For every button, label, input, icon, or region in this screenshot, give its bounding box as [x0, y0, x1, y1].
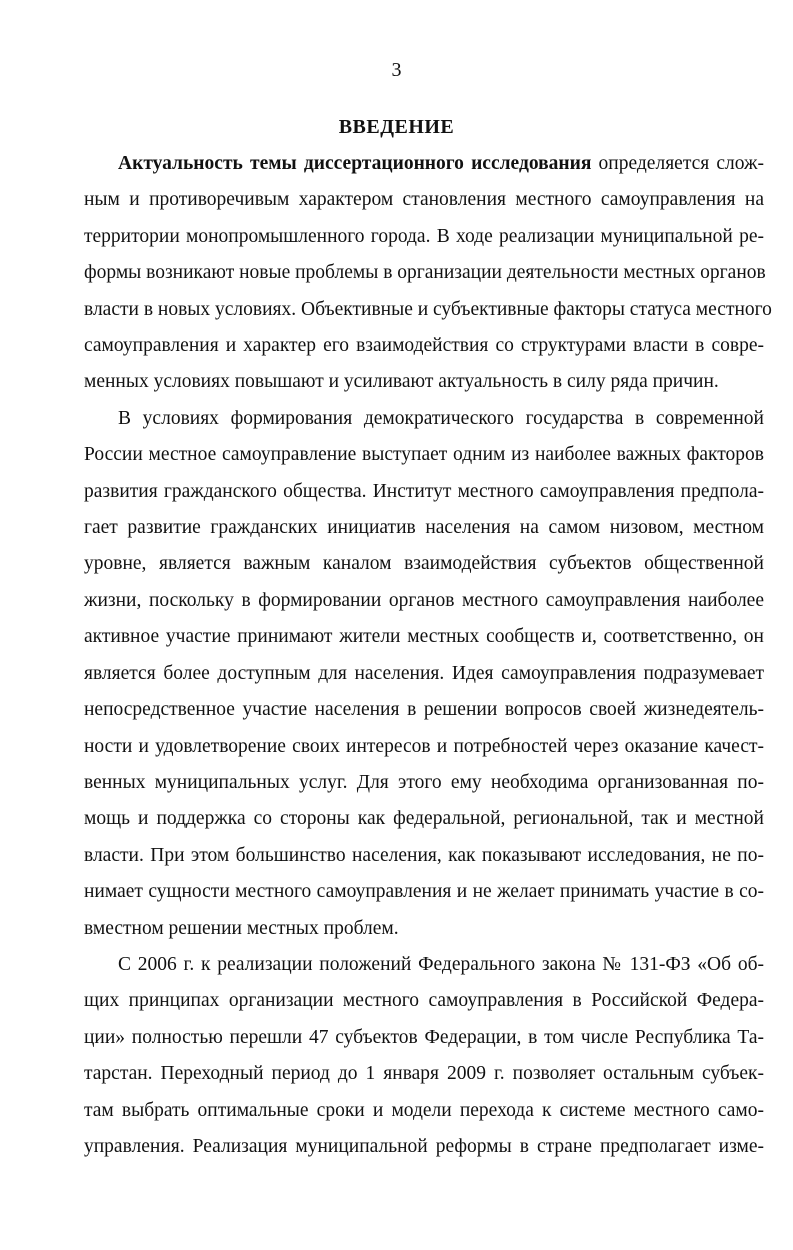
text-line: В условиях формирования демократического государства в современной: [118, 407, 764, 429]
text-line: России местное самоуправление выступает одним из наиболее важных факторов: [84, 444, 764, 466]
text-line: мощь и поддержка со стороны как федеральной, региональной, так и местной: [84, 808, 764, 830]
paragraph-1: [84, 146, 772, 401]
text-line: венных муниципальных услуг. Для этого ему необходима организованная по-: [84, 771, 764, 793]
lead-phrase: Актуальность темы диссертационного исследования: [118, 153, 592, 174]
text-line: там выбрать оптимальные сроки и модели перехода к системе местного само-: [84, 1099, 764, 1121]
text-line: управления. Реализация муниципальной реформы в стране предполагает изме-: [84, 1135, 764, 1157]
text-line: жизни, поскольку в формировании органов местного самоуправления наиболее: [84, 589, 764, 611]
text-line: вместном решении местных проблем.: [84, 917, 399, 939]
page-number: 3: [391, 59, 402, 81]
text-line: самоуправления и характер его взаимодействия со структурами власти в совре-: [84, 335, 764, 357]
text-line: гает развитие гражданских инициатив населения на самом низовом, местном: [84, 517, 764, 539]
text-line: тарстан. Переходный период до 1 января 2009 г. позволяет остальным субъек-: [84, 1063, 764, 1085]
text-line: ции» полностью перешли 47 субъектов Федерации, в том числе Республика Та-: [84, 1026, 764, 1048]
text-line: является более доступным для населения. Идея самоуправления подразумевает: [84, 662, 764, 684]
paragraph-2: [84, 401, 764, 947]
section-heading: ВВЕДЕНИЕ: [338, 116, 455, 138]
text-line: ности и удовлетворение своих интересов и потребностей через оказание качест-: [84, 735, 764, 757]
text-line: ным и противоречивым характером становления местного самоуправления на: [84, 189, 764, 211]
text-line: нимает сущности местного самоуправления и не желает принимать участие в со-: [84, 881, 764, 903]
text-line: С 2006 г. к реализации положений Федерального закона № 131-ФЗ «Об об-: [118, 953, 764, 975]
paragraph-3: [84, 947, 764, 1165]
text-line: менных условиях повышают и усиливают актуальность в силу ряда причин.: [84, 371, 719, 393]
text-line: власти в новых условиях. Объективные и субъективные факторы статуса местного: [84, 298, 772, 320]
text-line: развития гражданского общества. Институт местного самоуправления предпола-: [84, 480, 764, 502]
body-text: [84, 146, 772, 1165]
text-line: Актуальность темы диссертационного исследования определяется слож-: [118, 153, 764, 174]
text-line: уровне, является важным каналом взаимодействия субъектов общественной: [84, 553, 764, 575]
text-line: непосредственное участие населения в решении вопросов своей жизнедеятель-: [84, 699, 764, 721]
text-line: территории монопромышленного города. В ходе реализации муниципальной ре-: [84, 225, 764, 247]
text-line: щих принципах организации местного самоуправления в Российской Федера-: [84, 990, 764, 1012]
text-line: формы возникают новые проблемы в организации деятельности местных органов: [84, 262, 766, 284]
text-line: активное участие принимают жители местных сообществ и, соответственно, он: [84, 626, 764, 648]
text-line: власти. При этом большинство населения, как показывают исследования, не по-: [84, 844, 764, 866]
